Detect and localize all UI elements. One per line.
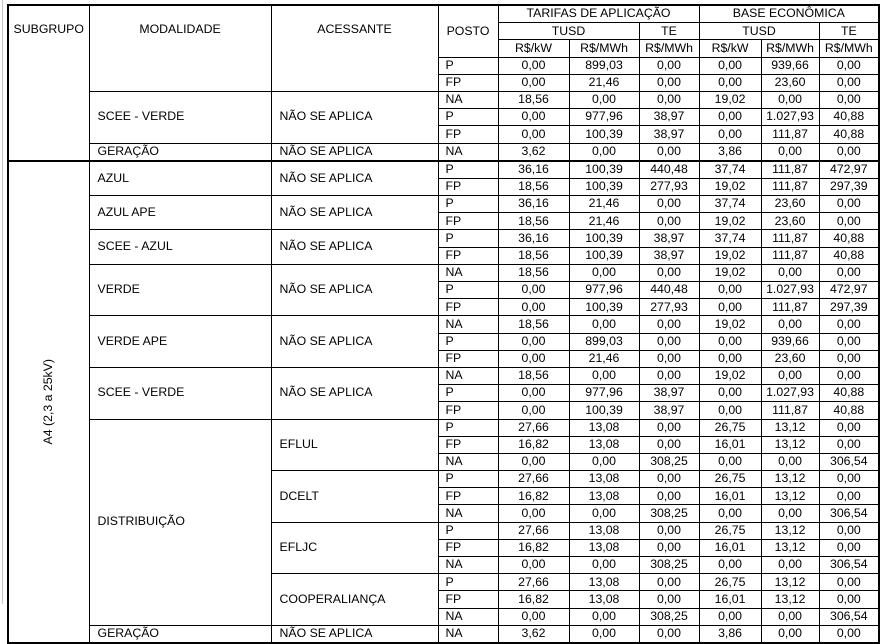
value-cell: 0,00 bbox=[819, 522, 879, 539]
header-base-te: TE bbox=[819, 23, 879, 40]
value-cell: 16,82 bbox=[498, 436, 569, 453]
value-cell: 939,66 bbox=[761, 333, 819, 350]
table-row bbox=[8, 230, 879, 247]
posto-cell: P bbox=[438, 471, 498, 488]
value-cell: 440,48 bbox=[639, 161, 699, 179]
value-cell: 440,48 bbox=[639, 282, 699, 299]
value-cell: 0,00 bbox=[819, 574, 879, 591]
value-cell: 0,00 bbox=[819, 539, 879, 556]
value-cell: 111,87 bbox=[761, 126, 819, 143]
value-cell: 297,39 bbox=[819, 178, 879, 195]
value-cell: 16,01 bbox=[699, 591, 761, 608]
value-cell: 0,00 bbox=[819, 213, 879, 230]
value-cell: 19,02 bbox=[699, 264, 761, 281]
value-cell: 308,25 bbox=[639, 557, 699, 574]
value-cell: 1.027,93 bbox=[761, 385, 819, 402]
value-cell: 0,00 bbox=[498, 350, 569, 367]
value-cell: 0,00 bbox=[639, 539, 699, 556]
posto-cell: NA bbox=[438, 453, 498, 470]
value-cell: 38,97 bbox=[639, 385, 699, 402]
posto-cell: FP bbox=[438, 213, 498, 230]
posto-cell: NA bbox=[438, 608, 498, 625]
value-cell: 38,97 bbox=[639, 247, 699, 264]
value-cell: 0,00 bbox=[569, 453, 639, 470]
value-cell: 0,00 bbox=[699, 109, 761, 126]
value-cell: 0,00 bbox=[639, 522, 699, 539]
value-cell: 3,62 bbox=[498, 143, 569, 161]
posto-cell: P bbox=[438, 419, 498, 436]
acessante-cell: NÃO SE APLICA bbox=[271, 367, 438, 419]
value-cell: 0,00 bbox=[699, 608, 761, 625]
value-cell: 37,74 bbox=[699, 161, 761, 179]
value-cell: 27,66 bbox=[498, 522, 569, 539]
value-cell: 19,02 bbox=[699, 213, 761, 230]
acessante-cell: EFLJC bbox=[271, 522, 438, 574]
value-cell: 13,08 bbox=[569, 436, 639, 453]
value-cell: 13,12 bbox=[761, 539, 819, 556]
value-cell: 40,88 bbox=[819, 126, 879, 143]
value-cell: 0,00 bbox=[498, 74, 569, 91]
value-cell: 16,01 bbox=[699, 488, 761, 505]
value-cell: 13,08 bbox=[569, 488, 639, 505]
value-cell: 0,00 bbox=[498, 505, 569, 522]
value-cell: 16,82 bbox=[498, 539, 569, 556]
posto-cell: P bbox=[438, 385, 498, 402]
table-row bbox=[8, 161, 879, 179]
value-cell: 308,25 bbox=[639, 453, 699, 470]
posto-cell: FP bbox=[438, 247, 498, 264]
posto-cell: P bbox=[438, 161, 498, 179]
table-row bbox=[8, 419, 879, 436]
value-cell: 0,00 bbox=[639, 419, 699, 436]
value-cell: 1.027,93 bbox=[761, 109, 819, 126]
value-cell: 0,00 bbox=[699, 126, 761, 143]
table-row bbox=[8, 5, 879, 23]
value-cell: 0,00 bbox=[819, 488, 879, 505]
header-tarifas-te: TE bbox=[639, 23, 699, 40]
value-cell: 0,00 bbox=[699, 385, 761, 402]
value-cell: 899,03 bbox=[569, 57, 639, 74]
acessante-cell: NÃO SE APLICA bbox=[271, 316, 438, 368]
posto-cell: NA bbox=[438, 367, 498, 384]
value-cell: 0,00 bbox=[639, 367, 699, 384]
value-cell: 18,56 bbox=[498, 213, 569, 230]
value-cell: 13,08 bbox=[569, 591, 639, 608]
acessante-cell: NÃO SE APLICA bbox=[271, 91, 438, 143]
value-cell: 13,12 bbox=[761, 574, 819, 591]
value-cell: 100,39 bbox=[569, 126, 639, 143]
value-cell: 21,46 bbox=[569, 213, 639, 230]
value-cell: 0,00 bbox=[819, 143, 879, 161]
value-cell: 0,00 bbox=[819, 333, 879, 350]
posto-cell: P bbox=[438, 522, 498, 539]
posto-cell: P bbox=[438, 333, 498, 350]
value-cell: 472,97 bbox=[819, 161, 879, 179]
modalidade-cell: VERDE APE bbox=[89, 316, 271, 368]
value-cell: 0,00 bbox=[569, 557, 639, 574]
value-cell: 0,00 bbox=[569, 143, 639, 161]
value-cell: 977,96 bbox=[569, 109, 639, 126]
posto-cell: FP bbox=[438, 74, 498, 91]
header-unit-base-mwh: R$/MWh bbox=[819, 40, 879, 57]
value-cell: 977,96 bbox=[569, 282, 639, 299]
acessante-cell: NÃO SE APLICA bbox=[271, 161, 438, 196]
value-cell: 0,00 bbox=[761, 608, 819, 625]
posto-cell: FP bbox=[438, 350, 498, 367]
value-cell: 13,08 bbox=[569, 419, 639, 436]
posto-cell: NA bbox=[438, 625, 498, 643]
value-cell: 100,39 bbox=[569, 230, 639, 247]
value-cell: 306,54 bbox=[819, 505, 879, 522]
posto-cell: P bbox=[438, 230, 498, 247]
value-cell: 38,97 bbox=[639, 126, 699, 143]
acessante-cell: NÃO SE APLICA bbox=[271, 196, 438, 230]
acessante-cell: NÃO SE APLICA bbox=[271, 230, 438, 264]
header-group-base-economica: BASE ECONÔMICA bbox=[699, 5, 879, 23]
posto-cell: FP bbox=[438, 126, 498, 143]
value-cell: 13,08 bbox=[569, 539, 639, 556]
modalidade-cell: SCEE - AZUL bbox=[89, 230, 271, 264]
value-cell: 0,00 bbox=[498, 385, 569, 402]
value-cell: 111,87 bbox=[761, 299, 819, 316]
value-cell: 27,66 bbox=[498, 574, 569, 591]
value-cell: 0,00 bbox=[819, 91, 879, 108]
value-cell: 38,97 bbox=[639, 230, 699, 247]
value-cell: 0,00 bbox=[761, 91, 819, 108]
value-cell: 0,00 bbox=[699, 74, 761, 91]
value-cell: 27,66 bbox=[498, 471, 569, 488]
page-edge-line bbox=[2, 0, 3, 604]
value-cell: 0,00 bbox=[819, 367, 879, 384]
value-cell: 0,00 bbox=[639, 625, 699, 643]
value-cell: 0,00 bbox=[761, 505, 819, 522]
value-cell: 13,12 bbox=[761, 488, 819, 505]
value-cell: 0,00 bbox=[639, 436, 699, 453]
value-cell: 3,86 bbox=[699, 143, 761, 161]
posto-cell: P bbox=[438, 574, 498, 591]
value-cell: 0,00 bbox=[699, 402, 761, 419]
value-cell: 21,46 bbox=[569, 74, 639, 91]
posto-cell: NA bbox=[438, 91, 498, 108]
value-cell: 36,16 bbox=[498, 161, 569, 179]
modalidade-cell: GERAÇÃO bbox=[89, 625, 271, 643]
value-cell: 0,00 bbox=[639, 196, 699, 213]
subgrupo-cell-label: A4 (2,3 a 25kV) bbox=[40, 359, 55, 445]
value-cell: 19,02 bbox=[699, 91, 761, 108]
posto-cell: P bbox=[438, 196, 498, 213]
value-cell: 0,00 bbox=[639, 91, 699, 108]
table-row bbox=[8, 316, 879, 333]
posto-cell: NA bbox=[438, 505, 498, 522]
value-cell: 899,03 bbox=[569, 333, 639, 350]
header-subgrupo-label: SUBGRUPO bbox=[13, 22, 84, 37]
posto-cell: FP bbox=[438, 436, 498, 453]
value-cell: 100,39 bbox=[569, 161, 639, 179]
value-cell: 0,00 bbox=[639, 264, 699, 281]
header-modalidade bbox=[89, 5, 271, 91]
value-cell: 38,97 bbox=[639, 402, 699, 419]
value-cell: 19,02 bbox=[699, 178, 761, 195]
value-cell: 0,00 bbox=[819, 350, 879, 367]
header-base-tusd: TUSD bbox=[699, 23, 819, 40]
value-cell: 3,62 bbox=[498, 625, 569, 643]
value-cell: 0,00 bbox=[639, 143, 699, 161]
modalidade-cell: GERAÇÃO bbox=[89, 143, 271, 161]
value-cell: 0,00 bbox=[699, 57, 761, 74]
value-cell: 0,00 bbox=[699, 350, 761, 367]
value-cell: 23,60 bbox=[761, 213, 819, 230]
posto-cell: P bbox=[438, 57, 498, 74]
posto-cell: FP bbox=[438, 299, 498, 316]
value-cell: 40,88 bbox=[819, 247, 879, 264]
value-cell: 0,00 bbox=[569, 608, 639, 625]
header-posto: POSTO bbox=[438, 5, 498, 57]
value-cell: 0,00 bbox=[699, 453, 761, 470]
value-cell: 0,00 bbox=[819, 316, 879, 333]
header-subgrupo bbox=[8, 5, 89, 161]
header-tarifas-tusd: TUSD bbox=[498, 23, 639, 40]
value-cell: 0,00 bbox=[819, 264, 879, 281]
value-cell: 13,12 bbox=[761, 419, 819, 436]
value-cell: 0,00 bbox=[639, 488, 699, 505]
header-acessante bbox=[271, 5, 438, 91]
value-cell: 26,75 bbox=[699, 419, 761, 436]
posto-cell: NA bbox=[438, 316, 498, 333]
value-cell: 13,12 bbox=[761, 591, 819, 608]
value-cell: 0,00 bbox=[639, 333, 699, 350]
header-group-tarifas-aplicacao: TARIFAS DE APLICAÇÃO bbox=[498, 5, 699, 23]
value-cell: 0,00 bbox=[819, 625, 879, 643]
header-modalidade-label: MODALIDADE bbox=[139, 22, 221, 37]
value-cell: 0,00 bbox=[569, 367, 639, 384]
value-cell: 0,00 bbox=[569, 91, 639, 108]
value-cell: 100,39 bbox=[569, 402, 639, 419]
value-cell: 0,00 bbox=[569, 625, 639, 643]
value-cell: 21,46 bbox=[569, 350, 639, 367]
value-cell: 18,56 bbox=[498, 247, 569, 264]
value-cell: 0,00 bbox=[639, 350, 699, 367]
value-cell: 16,82 bbox=[498, 488, 569, 505]
posto-cell: P bbox=[438, 109, 498, 126]
header-unit-base-kw: R$/kW bbox=[699, 40, 761, 57]
header-unit-tarifas-kw: R$/kW bbox=[498, 40, 569, 57]
value-cell: 111,87 bbox=[761, 178, 819, 195]
value-cell: 19,02 bbox=[699, 316, 761, 333]
subgrupo-cell bbox=[8, 161, 89, 643]
value-cell: 13,08 bbox=[569, 471, 639, 488]
value-cell: 0,00 bbox=[699, 505, 761, 522]
value-cell: 16,01 bbox=[699, 539, 761, 556]
value-cell: 13,08 bbox=[569, 574, 639, 591]
value-cell: 0,00 bbox=[639, 471, 699, 488]
table-row bbox=[8, 196, 879, 213]
posto-cell: NA bbox=[438, 264, 498, 281]
value-cell: 13,12 bbox=[761, 522, 819, 539]
value-cell: 0,00 bbox=[819, 436, 879, 453]
value-cell: 977,96 bbox=[569, 385, 639, 402]
value-cell: 19,02 bbox=[699, 367, 761, 384]
table-row bbox=[8, 264, 879, 281]
posto-cell: FP bbox=[438, 488, 498, 505]
value-cell: 0,00 bbox=[761, 143, 819, 161]
value-cell: 13,12 bbox=[761, 471, 819, 488]
value-cell: 0,00 bbox=[761, 625, 819, 643]
value-cell: 0,00 bbox=[498, 282, 569, 299]
value-cell: 0,00 bbox=[498, 608, 569, 625]
value-cell: 0,00 bbox=[498, 109, 569, 126]
value-cell: 18,56 bbox=[498, 367, 569, 384]
value-cell: 23,60 bbox=[761, 350, 819, 367]
value-cell: 0,00 bbox=[569, 505, 639, 522]
value-cell: 0,00 bbox=[498, 557, 569, 574]
header-acessante-label: ACESSANTE bbox=[317, 22, 392, 37]
value-cell: 18,56 bbox=[498, 178, 569, 195]
value-cell: 111,87 bbox=[761, 230, 819, 247]
value-cell: 16,01 bbox=[699, 436, 761, 453]
value-cell: 0,00 bbox=[498, 126, 569, 143]
header-unit-tarifas-mwh: R$/MWh bbox=[639, 40, 699, 57]
value-cell: 21,46 bbox=[569, 196, 639, 213]
value-cell: 0,00 bbox=[761, 453, 819, 470]
value-cell: 0,00 bbox=[819, 74, 879, 91]
modalidade-cell: VERDE bbox=[89, 264, 271, 316]
value-cell: 0,00 bbox=[761, 316, 819, 333]
value-cell: 0,00 bbox=[569, 264, 639, 281]
value-cell: 38,97 bbox=[639, 109, 699, 126]
value-cell: 36,16 bbox=[498, 230, 569, 247]
value-cell: 0,00 bbox=[639, 57, 699, 74]
value-cell: 16,82 bbox=[498, 591, 569, 608]
value-cell: 23,60 bbox=[761, 74, 819, 91]
value-cell: 277,93 bbox=[639, 299, 699, 316]
value-cell: 100,39 bbox=[569, 178, 639, 195]
value-cell: 40,88 bbox=[819, 230, 879, 247]
value-cell: 0,00 bbox=[498, 57, 569, 74]
value-cell: 0,00 bbox=[699, 282, 761, 299]
value-cell: 939,66 bbox=[761, 57, 819, 74]
value-cell: 19,02 bbox=[699, 247, 761, 264]
tariff-table-body bbox=[8, 5, 879, 643]
value-cell: 40,88 bbox=[819, 402, 879, 419]
value-cell: 13,08 bbox=[569, 522, 639, 539]
posto-cell: NA bbox=[438, 143, 498, 161]
value-cell: 3,86 bbox=[699, 625, 761, 643]
value-cell: 26,75 bbox=[699, 471, 761, 488]
modalidade-cell: DISTRIBUIÇÃO bbox=[89, 419, 271, 625]
modalidade-cell: AZUL bbox=[89, 161, 271, 196]
acessante-cell: COOPERALIANÇA bbox=[271, 574, 438, 626]
value-cell: 277,93 bbox=[639, 178, 699, 195]
value-cell: 37,74 bbox=[699, 196, 761, 213]
value-cell: 306,54 bbox=[819, 453, 879, 470]
value-cell: 0,00 bbox=[819, 57, 879, 74]
value-cell: 0,00 bbox=[761, 264, 819, 281]
value-cell: 111,87 bbox=[761, 402, 819, 419]
value-cell: 26,75 bbox=[699, 574, 761, 591]
posto-cell: NA bbox=[438, 557, 498, 574]
acessante-cell: NÃO SE APLICA bbox=[271, 143, 438, 161]
value-cell: 0,00 bbox=[819, 471, 879, 488]
table-row bbox=[8, 91, 879, 108]
value-cell: 0,00 bbox=[639, 316, 699, 333]
posto-cell: FP bbox=[438, 539, 498, 556]
value-cell: 111,87 bbox=[761, 247, 819, 264]
value-cell: 18,56 bbox=[498, 264, 569, 281]
posto-cell: FP bbox=[438, 402, 498, 419]
table-row bbox=[8, 143, 879, 161]
value-cell: 0,00 bbox=[699, 557, 761, 574]
value-cell: 18,56 bbox=[498, 91, 569, 108]
value-cell: 40,88 bbox=[819, 109, 879, 126]
value-cell: 308,25 bbox=[639, 608, 699, 625]
acessante-cell: NÃO SE APLICA bbox=[271, 625, 438, 643]
value-cell: 0,00 bbox=[819, 591, 879, 608]
table-row bbox=[8, 367, 879, 384]
value-cell: 37,74 bbox=[699, 230, 761, 247]
value-cell: 100,39 bbox=[569, 247, 639, 264]
value-cell: 0,00 bbox=[569, 316, 639, 333]
value-cell: 13,12 bbox=[761, 436, 819, 453]
value-cell: 0,00 bbox=[639, 591, 699, 608]
modalidade-cell: SCEE - VERDE bbox=[89, 367, 271, 419]
value-cell: 0,00 bbox=[639, 74, 699, 91]
value-cell: 0,00 bbox=[639, 213, 699, 230]
acessante-cell: NÃO SE APLICA bbox=[271, 264, 438, 316]
value-cell: 306,54 bbox=[819, 608, 879, 625]
value-cell: 23,60 bbox=[761, 196, 819, 213]
value-cell: 297,39 bbox=[819, 299, 879, 316]
modalidade-cell: AZUL APE bbox=[89, 196, 271, 230]
value-cell: 111,87 bbox=[761, 161, 819, 179]
value-cell: 0,00 bbox=[699, 299, 761, 316]
tariff-table bbox=[7, 4, 880, 644]
value-cell: 1.027,93 bbox=[761, 282, 819, 299]
value-cell: 36,16 bbox=[498, 196, 569, 213]
acessante-cell: DCELT bbox=[271, 471, 438, 523]
value-cell: 0,00 bbox=[498, 299, 569, 316]
header-unit-base-mwh: R$/MWh bbox=[761, 40, 819, 57]
value-cell: 0,00 bbox=[498, 453, 569, 470]
modalidade-cell: SCEE - VERDE bbox=[89, 91, 271, 143]
header-unit-tarifas-mwh: R$/MWh bbox=[569, 40, 639, 57]
value-cell: 308,25 bbox=[639, 505, 699, 522]
value-cell: 0,00 bbox=[761, 367, 819, 384]
value-cell: 27,66 bbox=[498, 419, 569, 436]
value-cell: 306,54 bbox=[819, 557, 879, 574]
value-cell: 100,39 bbox=[569, 299, 639, 316]
value-cell: 0,00 bbox=[761, 557, 819, 574]
value-cell: 0,00 bbox=[819, 419, 879, 436]
value-cell: 18,56 bbox=[498, 316, 569, 333]
posto-cell: FP bbox=[438, 591, 498, 608]
value-cell: 0,00 bbox=[699, 333, 761, 350]
table-row bbox=[8, 625, 879, 643]
value-cell: 0,00 bbox=[819, 196, 879, 213]
acessante-cell: EFLUL bbox=[271, 419, 438, 471]
value-cell: 26,75 bbox=[699, 522, 761, 539]
value-cell: 0,00 bbox=[639, 574, 699, 591]
value-cell: 472,97 bbox=[819, 282, 879, 299]
posto-cell: FP bbox=[438, 178, 498, 195]
value-cell: 0,00 bbox=[498, 333, 569, 350]
value-cell: 40,88 bbox=[819, 385, 879, 402]
value-cell: 0,00 bbox=[498, 402, 569, 419]
posto-cell: P bbox=[438, 282, 498, 299]
